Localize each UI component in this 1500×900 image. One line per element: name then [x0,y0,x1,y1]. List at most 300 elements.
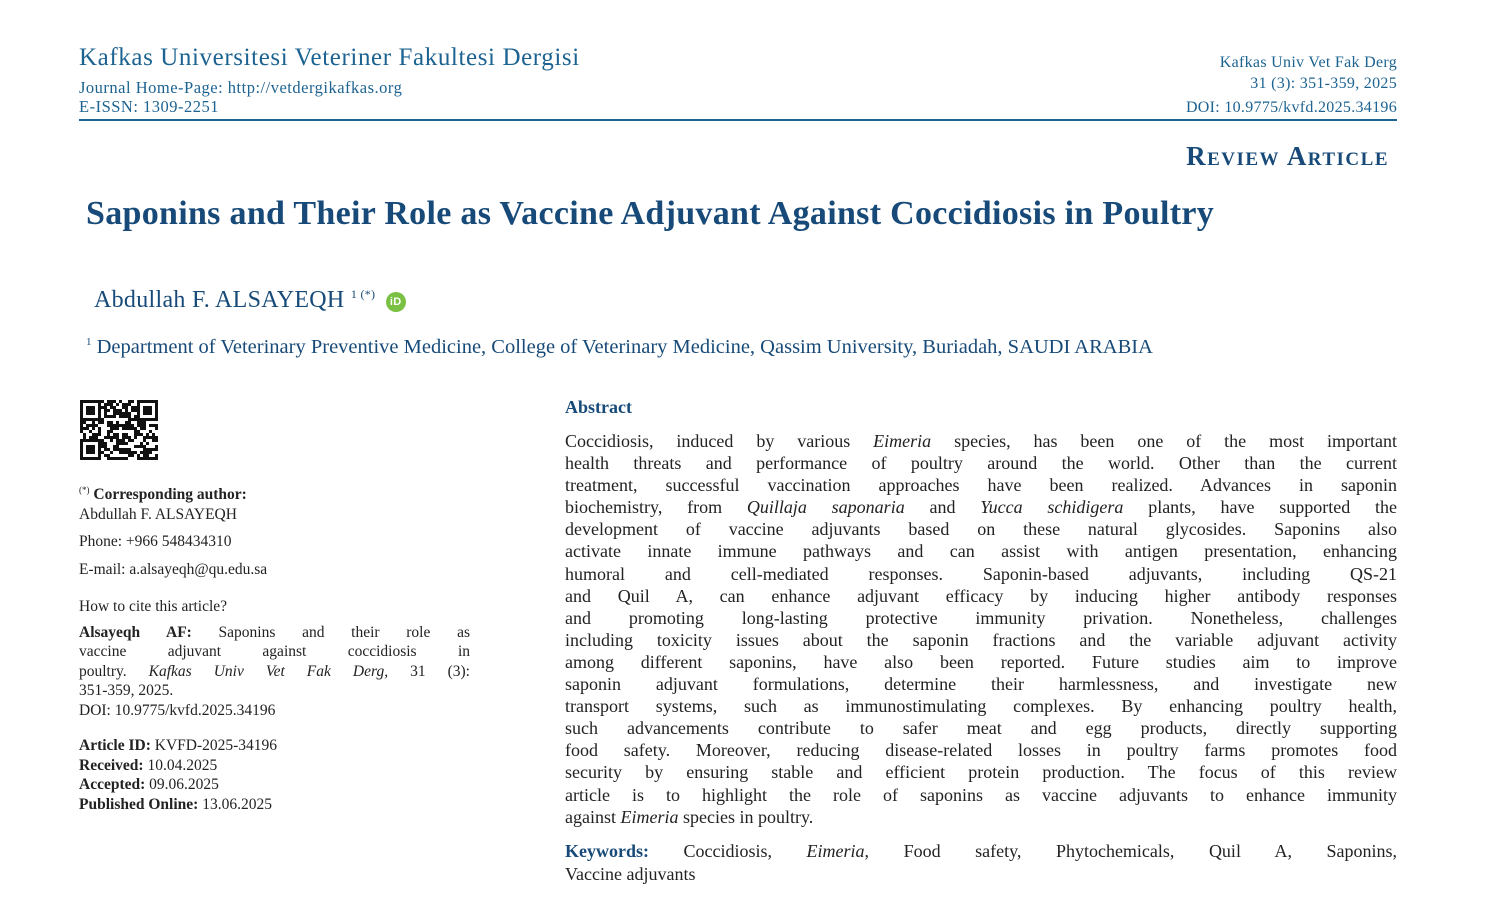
qr-module [113,415,116,418]
italic-term: Eimeria [620,806,679,827]
qr-module [86,424,89,427]
qr-finder [80,400,101,403]
qr-module [134,418,137,421]
qr-module [125,415,128,418]
qr-module [128,424,131,427]
qr-module [116,403,119,406]
qr-module [119,448,122,451]
text-segment: food safety. Moreover, reducing disease-related losses in poultry farms promotes food [565,740,1397,761]
qr-module [134,433,137,436]
text-segment: species in poultry. [678,806,814,827]
qr-module [149,448,152,451]
qr-module [128,412,131,415]
qr-module [101,451,104,454]
qr-module [152,439,155,442]
qr-module [143,445,146,448]
qr-module [146,442,149,445]
qr-module [143,439,146,442]
qr-module [107,433,110,436]
qr-module [137,433,140,436]
text-segment: health threats and performance of poultry around the world. Other than the current [565,453,1397,474]
qr-module [95,436,98,439]
accepted-label: Accepted: [79,776,146,794]
abstract-line [565,784,1397,806]
text-segment: against [565,806,621,827]
qr-module [131,409,134,412]
qr-module [131,427,134,430]
qr-module [134,430,137,433]
qr-module [86,427,89,430]
abstract-line [565,806,1397,828]
phone: Phone: +966 548434310 [79,533,232,551]
qr-module [116,412,119,415]
qr-module [122,406,125,409]
qr-module [83,433,86,436]
received-label: Received: [79,756,144,774]
keywords-text: Vaccine adjuvants [565,863,696,884]
qr-module [131,400,134,403]
qr-module [89,436,92,439]
keywords-label: Keywords: [565,841,649,861]
qr-module [122,451,125,454]
abstract-line [565,673,1397,695]
qr-module [122,436,125,439]
qr-module [143,424,146,427]
qr-module [83,421,86,424]
qr-module [107,421,110,424]
qr-module [104,406,107,409]
qr-module [134,409,137,412]
abstract-line [565,430,1397,452]
qr-module [143,448,146,451]
qr-module [113,400,116,403]
qr-module [110,457,113,460]
qr-module [155,445,158,448]
qr-module [125,448,128,451]
qr-module [110,406,113,409]
text-segment: development of vaccine adjuvants based on these natural glycosides. Saponins also [565,519,1397,540]
qr-module [140,421,143,424]
qr-module [143,457,146,460]
qr-module [128,451,131,454]
qr-module [122,427,125,430]
qr-module [122,424,125,427]
qr-module [143,427,146,430]
qr-finder [143,406,152,415]
qr-module [101,421,104,424]
qr-module [137,445,140,448]
qr-module [146,433,149,436]
qr-module [143,421,146,424]
qr-module [83,436,86,439]
qr-module [122,448,125,451]
affiliation-text: Department of Veterinary Preventive Medicine, College of Veterinary Medicine, Qassim University, Buriadah, SAUDI ARABIA [96,336,1153,358]
qr-finder [80,457,101,460]
qr-module [122,442,125,445]
qr-module [95,433,98,436]
orcid-icon[interactable]: iD [386,292,406,312]
qr-module [107,424,110,427]
qr-module [104,403,107,406]
abstract-line [565,540,1397,562]
abstract-line [565,585,1397,607]
affiliation [86,336,1153,359]
text-segment: humoral and cell-mediated responses. Saponin-based adjuvants, including QS-21 [565,563,1397,584]
qr-module [140,433,143,436]
qr-module [110,436,113,439]
corresponding-label: Corresponding author: [93,486,247,504]
qr-module [128,439,131,442]
cite-text: 31 (3): [388,662,470,680]
qr-module [146,451,149,454]
qr-module [155,448,158,451]
abstract-line [565,563,1397,585]
qr-module [143,451,146,454]
qr-module [146,457,149,460]
cite-text: Saponins and their role as [191,623,470,641]
qr-module [122,457,125,460]
italic-term: Yucca schidigera [980,497,1124,518]
abstract-body [565,430,1397,828]
qr-module [155,424,158,427]
qr-code[interactable] [80,400,158,460]
qr-module [107,400,110,403]
abstract-line [565,717,1397,739]
qr-module [104,442,107,445]
qr-module [113,457,116,460]
qr-module [92,427,95,430]
qr-module [80,430,83,433]
qr-module [107,448,110,451]
qr-module [128,427,131,430]
qr-module [104,436,107,439]
qr-module [98,430,101,433]
qr-finder [137,418,158,421]
qr-finder [80,439,83,460]
qr-module [125,451,128,454]
qr-module [116,436,119,439]
qr-module [134,415,137,418]
qr-module [110,421,113,424]
qr-module [119,442,122,445]
qr-module [134,445,137,448]
qr-module [116,457,119,460]
qr-module [146,448,149,451]
qr-module [128,436,131,439]
qr-module [107,457,110,460]
abstract-line [565,739,1397,761]
article-type: Review Article [1186,141,1389,171]
qr-module [128,421,131,424]
qr-module [101,442,104,445]
qr-finder [98,439,101,460]
text-segment: such advancements contribute to safer meat and egg products, directly supporting [565,718,1397,739]
italic-term: Eimeria [806,841,865,861]
qr-module [134,436,137,439]
qr-module [107,409,110,412]
email[interactable]: E-mail: a.alsayeqh@qu.edu.sa [79,560,268,578]
qr-module [152,448,155,451]
qr-module [146,454,149,457]
journal-abbrev: Kafkas Univ Vet Fak Derg [1219,54,1397,71]
qr-module [128,454,131,457]
qr-module [128,400,131,403]
journal-issn: E-ISSN: 1309-2251 [79,97,220,116]
qr-module [104,412,107,415]
qr-finder [137,400,140,421]
qr-module [155,454,158,457]
qr-module [137,424,140,427]
qr-module [128,403,131,406]
author-name: Abdullah F. ALSAYEQH [94,287,345,313]
qr-module [110,403,113,406]
qr-module [125,409,128,412]
abstract-line [565,629,1397,651]
qr-module [131,424,134,427]
qr-module [134,427,137,430]
text-segment: biochemistry, from [565,497,747,518]
qr-module [155,457,158,460]
qr-module [134,406,137,409]
qr-finder [80,418,101,421]
qr-module [140,424,143,427]
qr-module [119,424,122,427]
qr-module [89,430,92,433]
qr-module [152,433,155,436]
qr-finder [80,439,101,442]
qr-module [110,427,113,430]
abstract-line [565,496,1397,518]
published-label: Published Online: [79,795,199,813]
qr-module [107,454,110,457]
qr-module [101,418,104,421]
qr-module [107,436,110,439]
qr-module [119,409,122,412]
qr-module [152,436,155,439]
article-info-sidebar [79,481,470,814]
qr-module [128,415,131,418]
qr-module [128,448,131,451]
qr-module [104,415,107,418]
qr-module [149,451,152,454]
qr-module [140,457,143,460]
qr-module [119,457,122,460]
qr-module [113,409,116,412]
qr-module [92,433,95,436]
corresponding-mark: (*) [79,485,90,495]
italic-term: Quillaja saponaria [746,497,905,518]
text-segment: and Quil A, can enhance adjuvant efficacy by inducing higher antibody responses [565,585,1397,606]
qr-module [95,424,98,427]
qr-module [110,430,113,433]
header-doi[interactable]: DOI: 10.9775/kvfd.2025.34196 [1185,99,1397,116]
cite-question: How to cite this article? [79,598,228,616]
qr-module [110,451,113,454]
qr-finder [155,400,158,421]
qr-module [113,424,116,427]
qr-module [137,430,140,433]
text-segment: species, has been one of the most important [931,431,1397,451]
qr-module [125,433,128,436]
qr-module [89,424,92,427]
qr-finder [98,400,101,421]
qr-module [116,445,119,448]
qr-module [143,436,146,439]
qr-module [80,424,83,427]
qr-module [125,436,128,439]
qr-module [122,439,125,442]
qr-module [116,433,119,436]
qr-module [128,418,131,421]
qr-module [101,406,104,409]
qr-module [101,445,104,448]
qr-module [113,448,116,451]
qr-module [104,445,107,448]
keywords [565,840,1397,885]
qr-finder [86,445,95,454]
qr-module [149,424,152,427]
qr-module [113,427,116,430]
qr-module [122,415,125,418]
text-segment: saponin adjuvant formulations, determine their harmlessness, and investigate new [565,674,1397,695]
qr-module [131,418,134,421]
text-segment: article is to highlight the role of saponins as vaccine adjuvants to enhance immunity [565,784,1397,805]
qr-module [125,424,128,427]
qr-finder [86,406,95,415]
text-segment: plants, have supported the [1123,497,1398,518]
qr-module [116,409,119,412]
qr-module [116,427,119,430]
qr-module [131,451,134,454]
text-segment: transport systems, such as immunostimulating complexes. By enhancing poultry health, [565,696,1397,717]
qr-module [113,445,116,448]
qr-module [140,445,143,448]
qr-module [131,439,134,442]
qr-module [143,454,146,457]
qr-module [131,406,134,409]
volume-pages: 31 (3): 351-359, 2025 [1250,75,1397,92]
accepted-date: 09.06.2025 [145,776,219,794]
qr-module [137,454,140,457]
abstract-line [565,651,1397,673]
qr-module [107,403,110,406]
qr-module [98,421,101,424]
abstract-line [565,695,1397,717]
qr-module [83,427,86,430]
author-superscript: 1 (*) [350,287,376,301]
qr-module [125,403,128,406]
qr-module [119,439,122,442]
article-id-label: Article ID: [79,737,151,755]
qr-module [116,439,119,442]
qr-module [116,448,119,451]
journal-info [79,78,402,116]
text-segment: , Food safety, Phytochemicals, Quil A, Saponins, [864,841,1397,861]
qr-module [149,430,152,433]
cite-doi[interactable]: DOI: 10.9775/kvfd.2025.34196 [79,701,276,719]
qr-module [155,427,158,430]
qr-module [110,424,113,427]
qr-module [125,442,128,445]
qr-finder [80,400,83,421]
affiliation-superscript: 1 [86,336,92,349]
abstract-line [565,452,1397,474]
qr-module [137,421,140,424]
cite-pages: 351-359, 2025. [79,682,174,700]
abstract-line [565,518,1397,540]
published-date: 13.06.2025 [198,795,272,813]
journal-title: Kafkas Universitesi Veteriner Fakultesi Dergisi [79,44,580,71]
qr-module [116,442,119,445]
qr-module [110,439,113,442]
qr-module [134,451,137,454]
text-segment: Coccidiosis, [649,841,807,861]
abstract-line [565,761,1397,783]
qr-module [140,442,143,445]
cite-text: vaccine adjuvant against coccidiosis in [79,643,470,661]
qr-module [107,430,110,433]
corresponding-name: Abdullah F. ALSAYEQH [79,505,237,523]
cite-author: Alsayeqh AF: [79,623,192,641]
qr-module [125,427,128,430]
qr-module [113,436,116,439]
text-segment: treatment, successful vaccination approaches have been realized. Advances in saponin [565,475,1397,496]
text-segment: activate innate immune pathways and can assist with antigen presentation, enhancing [565,541,1397,562]
cite-journal: Kafkas Univ Vet Fak Derg, [148,662,389,680]
article-title: Saponins and Their Role as Vaccine Adjuvant Against Coccidiosis in Poultry [86,195,1215,232]
qr-module [104,448,107,451]
qr-finder [137,400,158,403]
text-segment: among different saponins, have also been reported. Future studies aim to improve [565,651,1397,672]
qr-module [155,436,158,439]
cite-text: poultry. [79,662,149,680]
qr-module [125,406,128,409]
text-segment: Coccidiosis, induced by various [565,431,874,451]
qr-module [92,421,95,424]
qr-module [122,403,125,406]
qr-module [131,454,134,457]
abstract-line [565,474,1397,496]
qr-module [122,412,125,415]
qr-module [125,457,128,460]
qr-module [98,427,101,430]
qr-module [80,427,83,430]
qr-module [113,433,116,436]
qr-module [119,412,122,415]
qr-module [125,421,128,424]
qr-module [152,424,155,427]
qr-module [113,412,116,415]
qr-module [119,415,122,418]
qr-module [107,415,110,418]
received-date: 10.04.2025 [143,756,218,774]
qr-module [149,436,152,439]
text-segment: and [904,497,981,518]
qr-module [119,451,122,454]
qr-module [137,457,140,460]
qr-module [98,433,101,436]
article-id: KVFD-2025-34196 [150,737,278,755]
qr-module [155,439,158,442]
qr-module [140,427,143,430]
journal-home-page[interactable]: Journal Home-Page: http://vetdergikafkas.org [79,78,403,97]
qr-module [101,400,104,403]
qr-module [92,436,95,439]
qr-module [146,436,149,439]
header-divider [79,119,1397,121]
qr-module [116,421,119,424]
text-segment: security by ensuring stable and efficient protein production. The focus of this review [565,762,1397,783]
